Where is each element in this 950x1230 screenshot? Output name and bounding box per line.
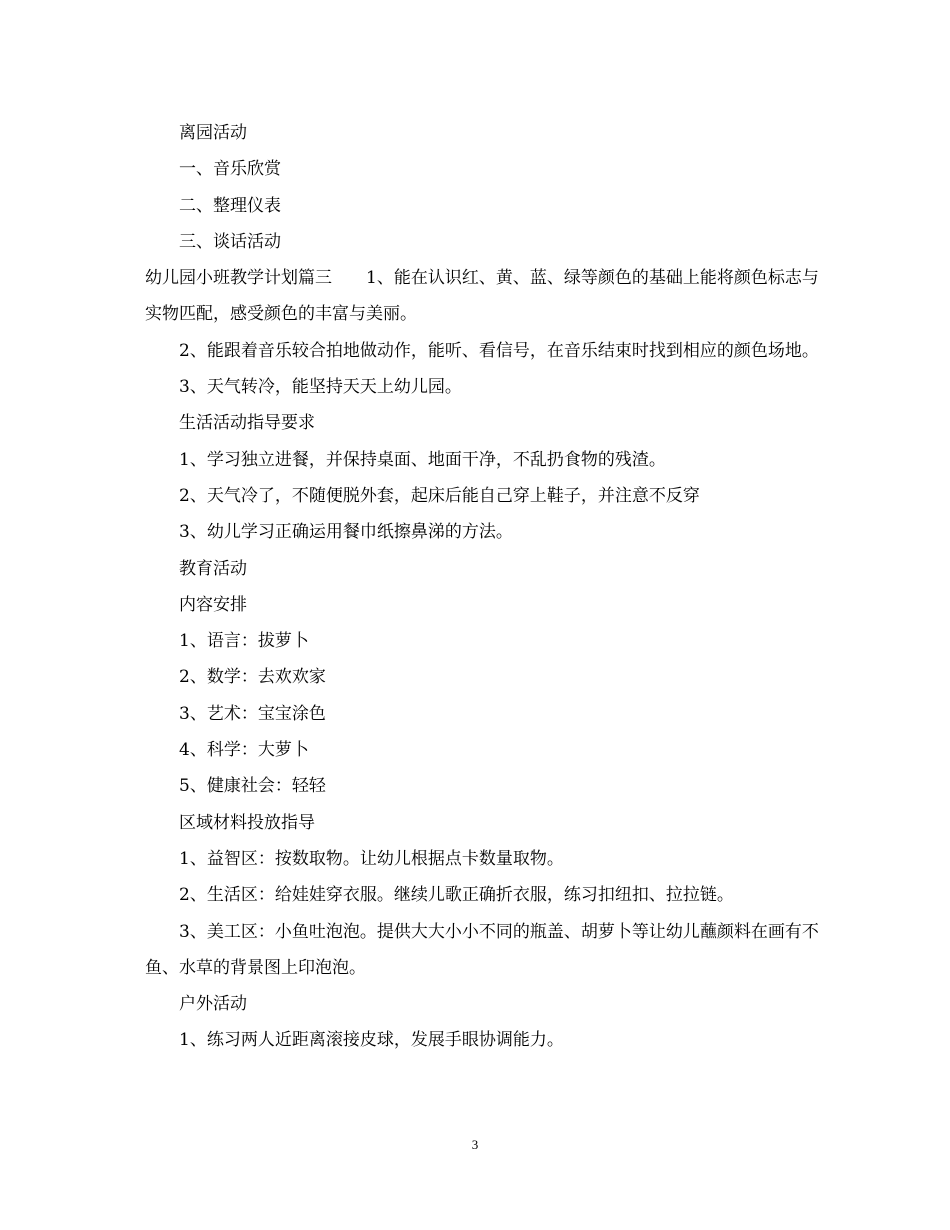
paragraph-1: 离园活动 (179, 123, 247, 143)
paragraph-22: 3、美工区：小鱼吐泡泡。提供大大小小不同的瓶盖、胡萝卜等让幼儿蘸颜料在画有不鱼、水草的背景图上印泡泡。 (145, 921, 819, 978)
paragraph-19: 区域材料投放指导 (179, 812, 315, 833)
paragraph-13: 内容安排 (179, 594, 247, 615)
paragraph-8: 生活活动指导要求 (179, 413, 315, 434)
paragraph-17: 4、科学：大萝卜 (179, 740, 309, 761)
paragraph-16: 3、艺术：宝宝涂色 (179, 703, 326, 724)
paragraph-6: 2、能跟着音乐较合拍地做动作，能听、看信号，在音乐结束时找到相应的颜色场地。 (179, 340, 819, 361)
paragraph-10: 2、天气冷了，不随便脱外套，起床后能自己穿上鞋子，并注意不反穿 (179, 485, 700, 506)
page-number: 3 (471, 1137, 479, 1152)
paragraph-24: 1、练习两人近距离滚接皮球，发展手眼协调能力。 (179, 1030, 564, 1051)
paragraph-7: 3、天气转冷，能坚持天天上幼儿园。 (179, 377, 462, 398)
paragraph-18: 5、健康社会：轻轻 (179, 776, 326, 797)
paragraph-5: 幼儿园小班教学计划篇三 1、能在认识红、黄、蓝、绿等颜色的基础上能将颜色标志与实物匹配，感受颜色的丰富与美丽。 (145, 268, 819, 325)
paragraph-20: 1、益智区：按数取物。让幼儿根据点卡数量取物。 (179, 848, 564, 869)
paragraph-9: 1、学习独立进餐，并保持桌面、地面干净，不乱扔食物的残渣。 (179, 449, 666, 470)
document-body (145, 115, 820, 1059)
paragraph-12: 教育活动 (179, 558, 247, 579)
paragraph-4: 三、谈话活动 (179, 231, 281, 252)
paragraph-14: 1、语言：拔萝卜 (179, 631, 309, 652)
paragraph-2: 一、音乐欣赏 (179, 159, 281, 180)
paragraph-3: 二、整理仪表 (179, 195, 281, 216)
paragraph-11: 3、幼儿学习正确运用餐巾纸擦鼻涕的方法。 (179, 522, 513, 543)
paragraph-23: 户外活动 (179, 994, 247, 1015)
paragraph-15: 2、数学：去欢欢家 (179, 667, 326, 688)
paragraph-21: 2、生活区：给娃娃穿衣服。继续儿歌正确折衣服，练习扣纽扣、拉拉链。 (179, 885, 734, 906)
